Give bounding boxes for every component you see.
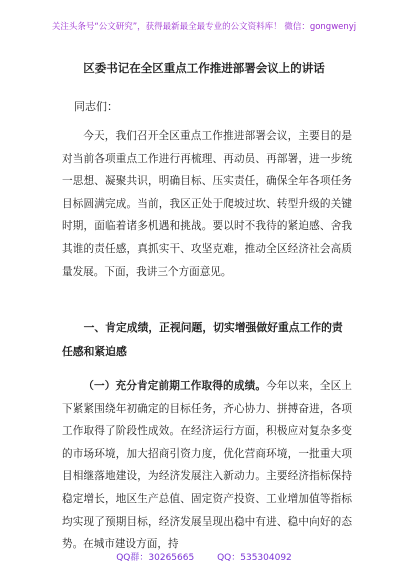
greeting: 同志们： (74, 100, 118, 113)
document-title: 区委书记在全区重点工作推进部署会议上的讲话 (83, 61, 325, 75)
promo-banner: 关注头条号“公文研究”，获得最新最全最专业的公文资料库！ 微信：gongwenyj (51, 22, 357, 32)
subheading-1: （一）充分肯定前期工作取得的成绩。 (83, 380, 267, 392)
paragraph-achievements (62, 375, 352, 556)
paragraph-achievements-text: 今年以来，全区上下紧紧围绕年初确定的目标任务，齐心协力、拼搏奋进，各项工作取得了阶段性成效。在经济运行方面，积极应对复杂多变的市场环境，加大招商引资力度，优化营商环境，一批重大项目相继落地建设，为经济发展注入新动力。主要经济指标保持稳定增长，地区生产总值、固定资产投资、工业增加值等指标均实现了预期目标，经济发展呈现出稳中有进、稳中向好的态势。在城市建设方面，持 (62, 380, 353, 551)
section-heading-1: 一、肯定成绩，正视问题，切实增强做好重点工作的责任感和紧迫感 (62, 321, 343, 358)
qq-number: QQ：535304092 (217, 553, 292, 563)
footer-contact (0, 550, 408, 563)
paragraph-intro: 今天，我们召开全区重点工作推进部署会议，主要目的是对当前各项重点工作进行再梳理、再动员、再部署，进一步统一思想、凝聚共识，明确目标、压实责任，确保全年各项任务目标圆满完成。当前，我区正处于爬坡过坎、转型升级的关键时期，面临着诸多机遇和挑战。要以时不我待的紧迫感、舍我其谁的责任感，真抓实干、攻坚克难，推动全区经济社会高质量发展。下面，我讲三个方面意见。 (62, 130, 352, 278)
qq-group: QQ群：30265665 (116, 553, 195, 563)
